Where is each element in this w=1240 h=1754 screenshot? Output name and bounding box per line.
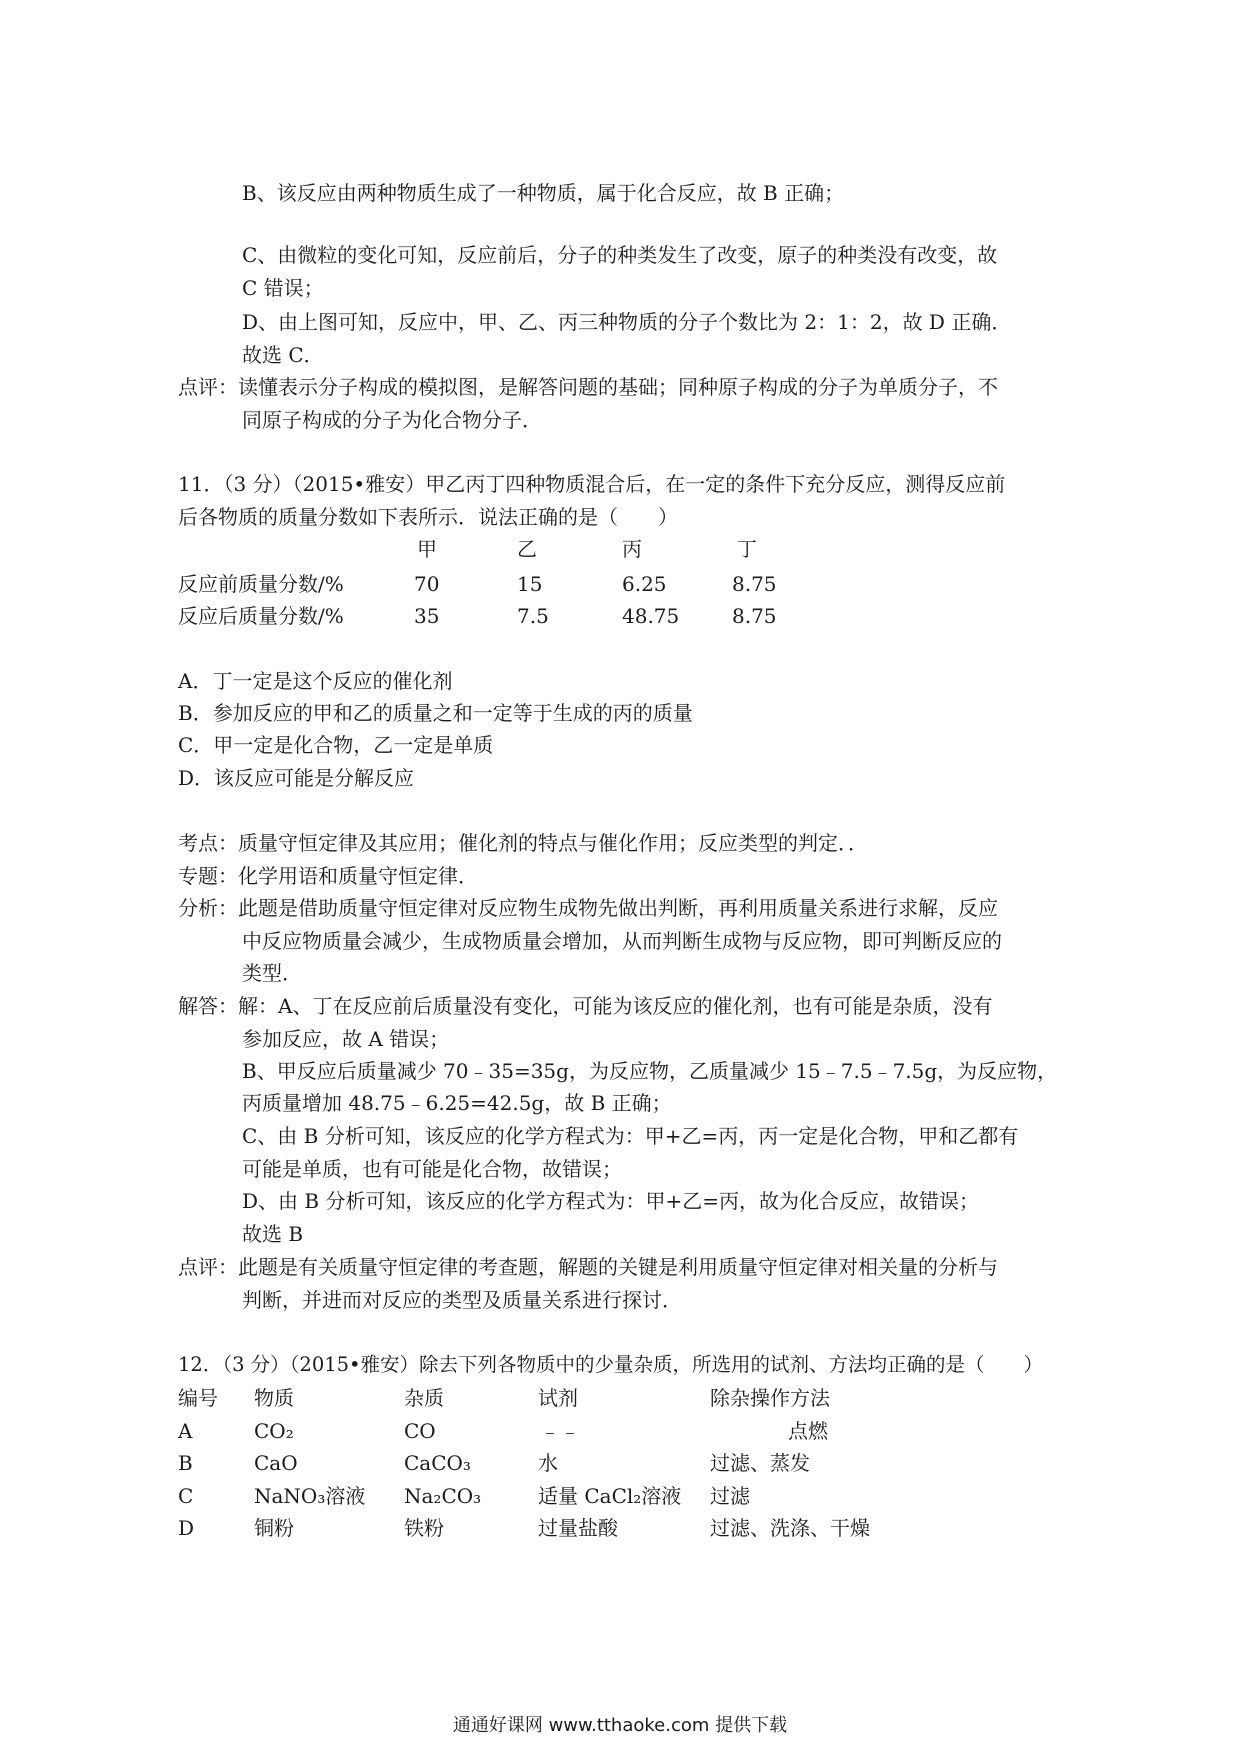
q11-option-d: D．该反应可能是分解反应	[178, 766, 415, 790]
q11-fenxi-3: 类型．	[242, 961, 302, 985]
q12-header-reagent: 试剂	[538, 1386, 578, 1410]
q12-row-a-impurity: CO	[404, 1419, 436, 1443]
q11-kaodian: 考点：质量守恒定律及其应用；催化剂的特点与催化作用；反应类型的判定．．	[178, 831, 868, 855]
q10-comment-2: 同原子构成的分子为化合物分子．	[242, 408, 542, 432]
q11-row-after-yi: 7.5	[517, 604, 549, 628]
q12-row-d-reagent: 过量盐酸	[538, 1516, 618, 1540]
q11-fenxi-1: 分析：此题是借助质量守恒定律对反应物生成物先做出判断，再利用质量关系进行求解，反应	[178, 896, 998, 920]
q12-row-a-method: 点燃	[788, 1419, 828, 1443]
q11-option-b: B．参加反应的甲和乙的质量之和一定等于生成的丙的质量	[178, 701, 693, 725]
q12-row-c-substance: NaNO₃溶液	[254, 1484, 366, 1508]
q12-row-b-id: B	[178, 1451, 193, 1475]
q11-fenxi-2: 中反应物质量会减少，生成物质量会增加，从而判断生成物与反应物，即可判断反应的	[242, 929, 1002, 953]
q11-jieda-8: 故选 B	[242, 1222, 304, 1246]
q10-line-answer: 故选 C．	[242, 343, 324, 367]
q11-stem-2: 后各物质的质量分数如下表所示．说法正确的是（ ）	[178, 505, 678, 529]
q12-header-impurity: 杂质	[404, 1386, 444, 1410]
q10-line-b: B、该反应由两种物质生成了一种物质，属于化合反应，故 B 正确；	[242, 181, 845, 205]
q11-row-after-label: 反应后质量分数/%	[178, 604, 344, 628]
q11-row-before-bing: 6.25	[622, 572, 667, 596]
q11-jieda-7: D、由 B 分析可知，该反应的化学方程式为：甲+乙=丙，故为化合反应，故错误；	[242, 1189, 979, 1213]
q10-line-d: D、由上图可知，反应中，甲、乙、丙三种物质的分子个数比为 2：1：2，故 D 正确．	[242, 310, 1012, 334]
q11-dianping-1: 点评：此题是有关质量守恒定律的考查题，解题的关键是利用质量守恒定律对相关量的分析与	[178, 1255, 998, 1279]
q12-row-b-impurity: CaCO₃	[404, 1451, 471, 1475]
q12-header-substance: 物质	[254, 1386, 294, 1410]
q12-row-d-id: D	[178, 1516, 195, 1540]
q12-row-d-method: 过滤、洗涤、干燥	[710, 1516, 870, 1540]
q11-row-before-ding: 8.75	[732, 572, 777, 596]
q10-line-c2: C 错误；	[242, 276, 324, 300]
q11-header-jia: 甲	[417, 537, 437, 561]
q11-header-yi: 乙	[517, 537, 537, 561]
q12-row-b-method: 过滤、蒸发	[710, 1451, 810, 1475]
q11-option-c: C．甲一定是化合物，乙一定是单质	[178, 733, 494, 757]
q12-row-b-substance: CaO	[254, 1451, 298, 1475]
q12-row-c-method: 过滤	[710, 1484, 750, 1508]
q11-option-a: A．丁一定是这个反应的催化剂	[178, 669, 453, 693]
q11-header-bing: 丙	[622, 537, 642, 561]
q11-jieda-4: 丙质量增加 48.75﹣6.25=42.5g，故 B 正确；	[242, 1091, 672, 1115]
q11-jieda-1: 解答：解：A、丁在反应前后质量没有变化，可能为该反应的催化剂，也有可能是杂质，没有	[178, 994, 993, 1018]
q11-jieda-6: 可能是单质，也有可能是化合物，故错误；	[242, 1157, 622, 1181]
q12-row-d-substance: 铜粉	[254, 1516, 294, 1540]
q12-row-c-id: C	[178, 1484, 194, 1508]
q11-row-before-label: 反应前质量分数/%	[178, 572, 344, 596]
q11-dianping-2: 判断，并进而对反应的类型及质量关系进行探讨．	[242, 1288, 682, 1312]
q11-row-before-jia: 70	[414, 572, 440, 596]
q11-header-ding: 丁	[737, 537, 757, 561]
q12-row-a-substance: CO₂	[254, 1419, 294, 1443]
q12-row-a-id: A	[178, 1419, 193, 1443]
q12-row-b-reagent: 水	[538, 1451, 558, 1475]
q11-jieda-3: B、甲反应后质量减少 70﹣35=35g，为反应物，乙质量减少 15﹣7.5﹣7.5g，为反应物，	[242, 1059, 1058, 1083]
q12-stem: 12．（3 分）（2015•雅安）除去下列各物质中的少量杂质，所选用的试剂、方法均正确的是（ ）	[178, 1353, 1044, 1376]
q12-row-c-reagent: 适量 CaCl₂溶液	[538, 1484, 682, 1508]
page-footer: 通通好课网 www.tthaoke.com 提供下载	[452, 1715, 788, 1736]
q12-row-d-impurity: 铁粉	[404, 1516, 444, 1540]
q11-row-after-bing: 48.75	[622, 604, 680, 628]
q12-header-id: 编号	[178, 1386, 218, 1410]
q11-jieda-2: 参加反应，故 A 错误；	[242, 1027, 450, 1051]
q11-jieda-5: C、由 B 分析可知，该反应的化学方程式为：甲+乙=丙，丙一定是化合物，甲和乙都有	[242, 1124, 1019, 1148]
q11-row-after-ding: 8.75	[732, 604, 777, 628]
q11-stem-1: 11．（3 分）（2015•雅安）甲乙丙丁四种物质混合后，在一定的条件下充分反应，测得反应前	[178, 472, 1006, 496]
q12-row-c-impurity: Na₂CO₃	[404, 1484, 482, 1508]
q12-row-a-reagent: ﹣﹣	[540, 1419, 580, 1443]
q12-header-method: 除杂操作方法	[710, 1386, 830, 1410]
q11-row-after-jia: 35	[414, 604, 440, 628]
q11-row-before-yi: 15	[517, 572, 543, 596]
q10-line-c1: C、由微粒的变化可知，反应前后，分子的种类发生了改变，原子的种类没有改变，故	[242, 243, 998, 267]
q11-zhuanti: 专题：化学用语和质量守恒定律．	[178, 864, 478, 888]
q10-comment-1: 点评：读懂表示分子构成的模拟图，是解答问题的基础；同种原子构成的分子为单质分子，不	[178, 375, 998, 399]
